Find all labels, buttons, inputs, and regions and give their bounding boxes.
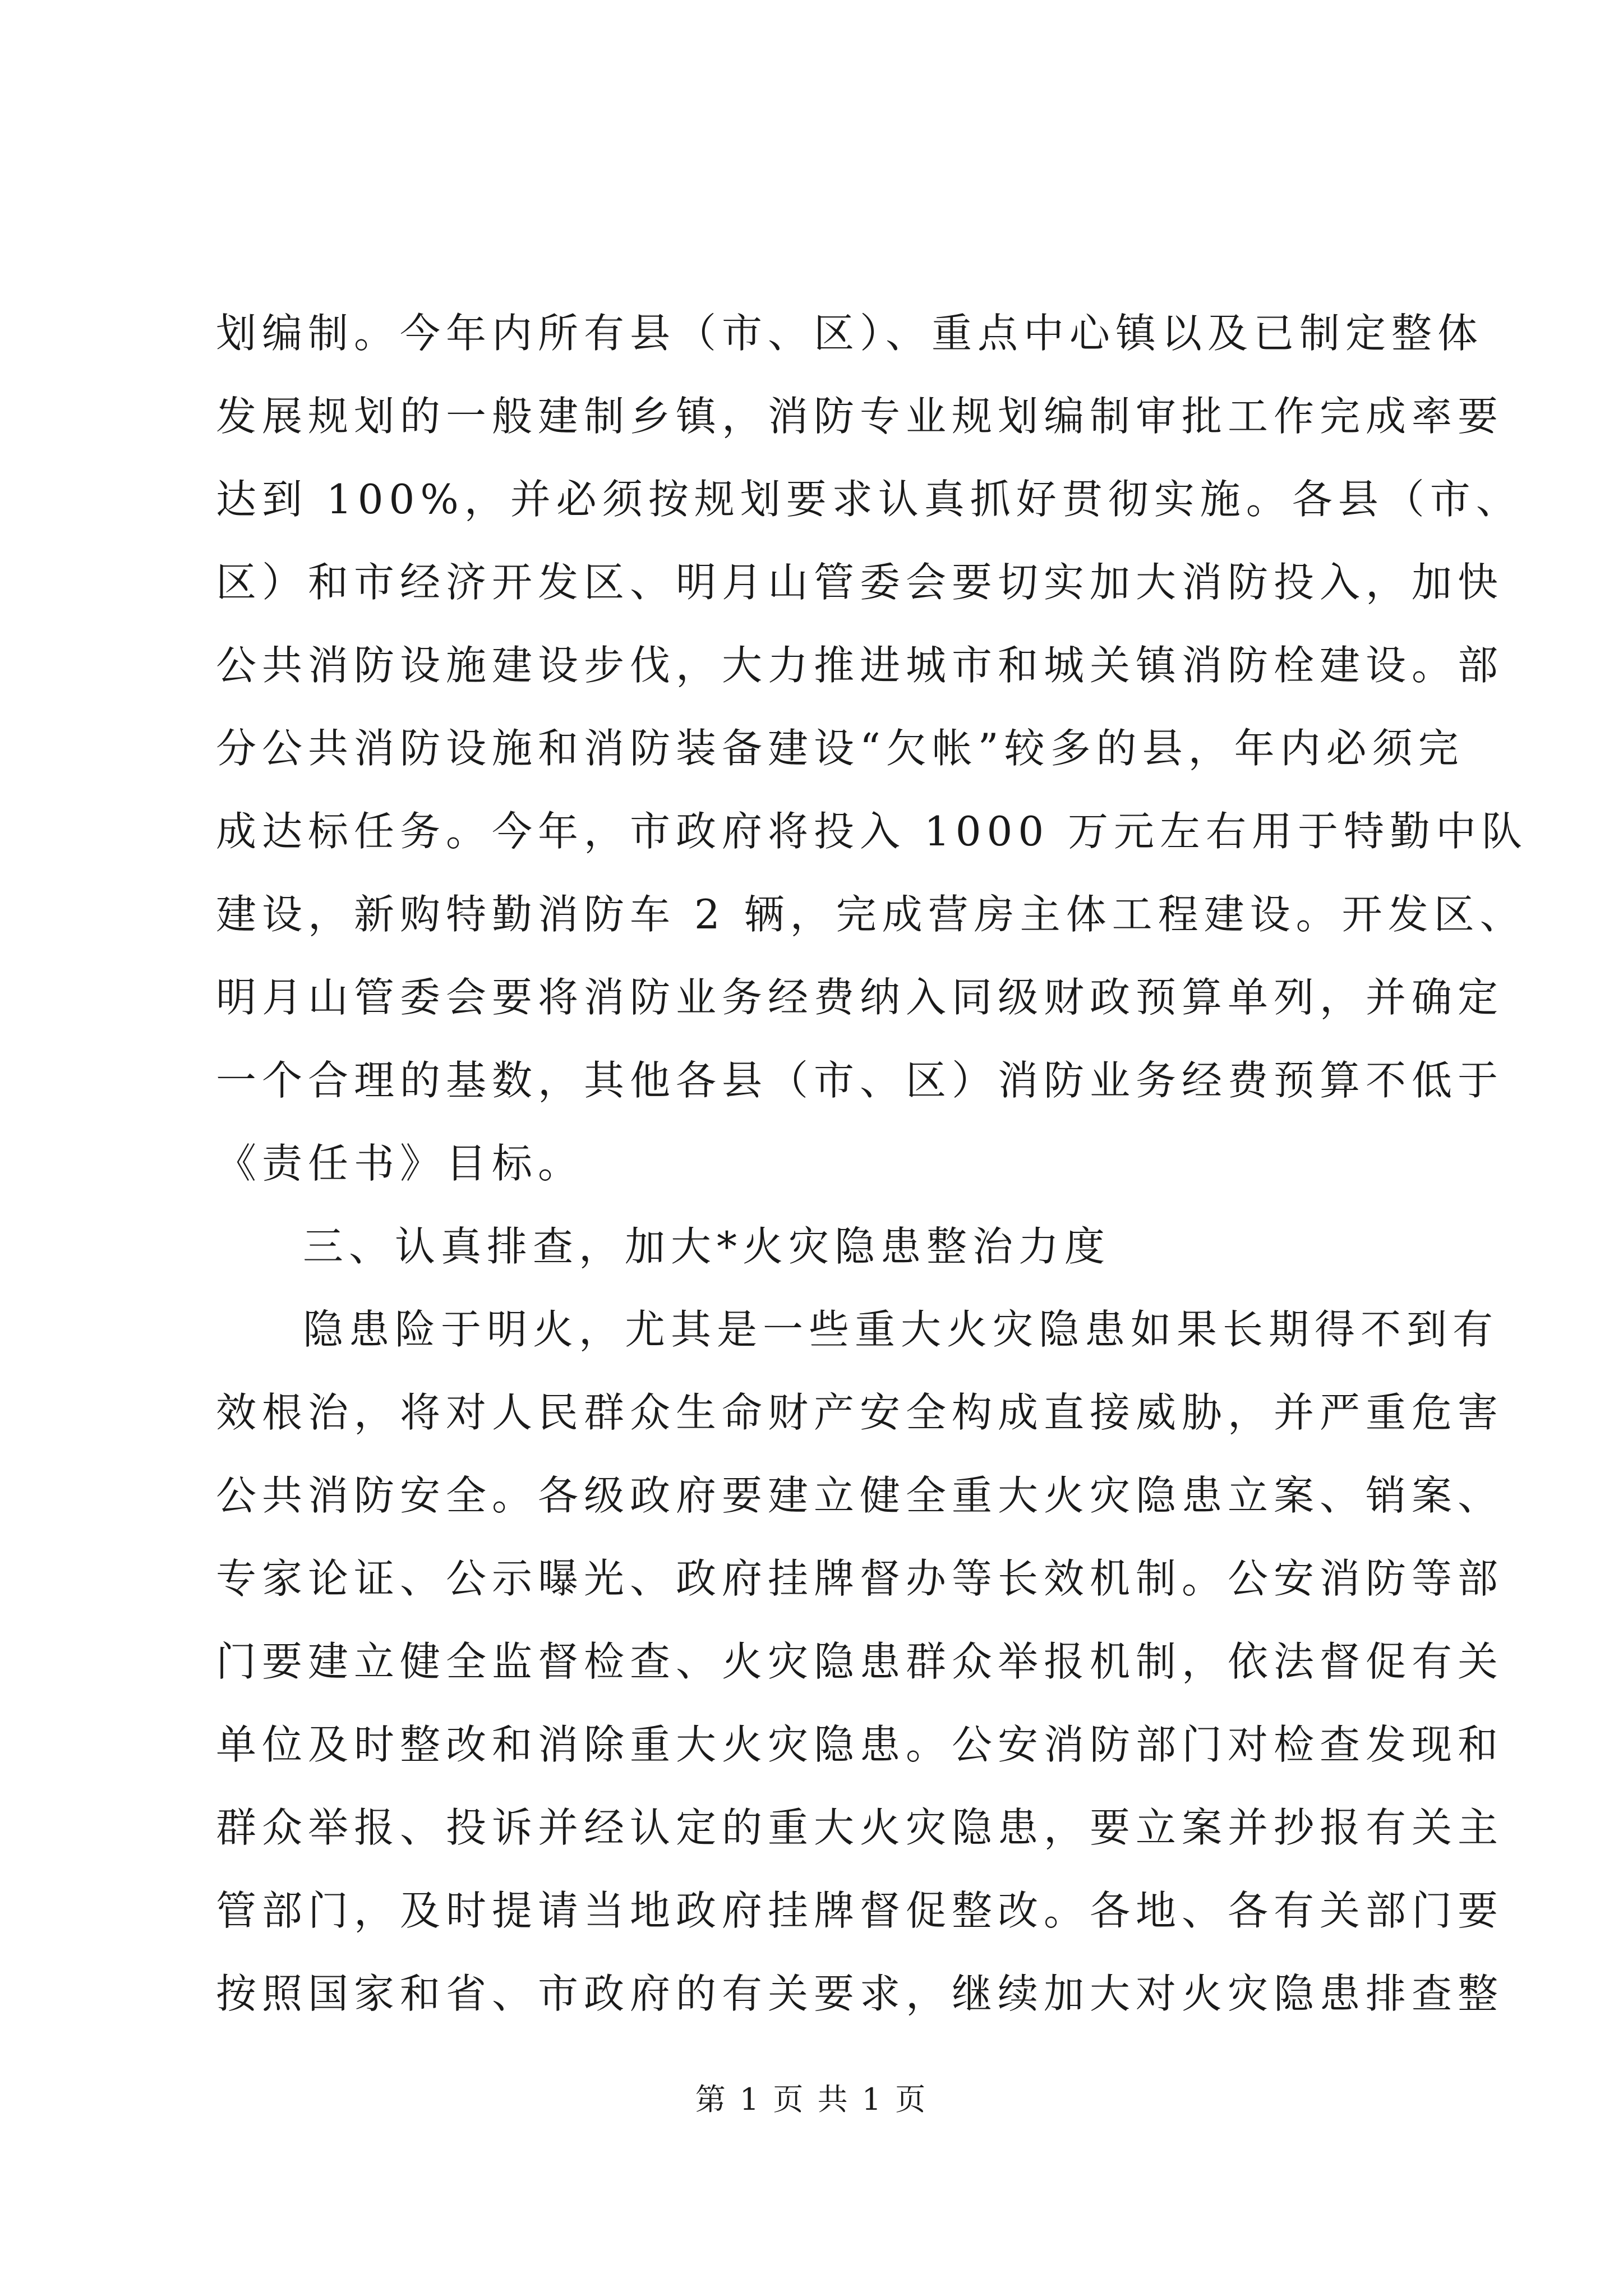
body-line: 公共消防安全。各级政府要建立健全重大火灾隐患立案、销案、	[216, 1472, 1504, 1519]
body-line: 明月山管委会要将消防业务经费纳入同级财政预算单列，并确定	[216, 974, 1504, 1021]
body-line: 群众举报、投诉并经认定的重大火灾隐患，要立案并抄报有关主	[216, 1804, 1504, 1851]
body-line: 一个合理的基数，其他各县（市、区）消防业务经费预算不低于	[216, 1057, 1504, 1104]
body-line: 发展规划的一般建制乡镇，消防专业规划编制审批工作完成率要	[216, 393, 1504, 440]
section-heading: 三、认真排查，加大*火灾隐患整治力度	[303, 1223, 1111, 1270]
body-line: 成达标任务。今年，市政府将投入 1000 万元左右用于特勤中队	[216, 808, 1528, 855]
body-line: 专家论证、公示曝光、政府挂牌督办等长效机制。公安消防等部	[216, 1555, 1504, 1602]
body-line: 达到 100%，并必须按规划要求认真抓好贯彻实施。各县（市、	[216, 476, 1522, 523]
body-line: 管部门，及时提请当地政府挂牌督促整改。各地、各有关部门要	[216, 1887, 1504, 1934]
body-line: 单位及时整改和消除重大火灾隐患。公安消防部门对检查发现和	[216, 1721, 1504, 1768]
page-footer: 第 1 页 共 1 页	[695, 2082, 928, 2117]
body-line: 按照国家和省、市政府的有关要求，继续加大对火灾隐患排查整	[216, 1970, 1504, 2017]
body-line: 分公共消防设施和消防装备建设“欠帐”较多的县，年内必须完	[216, 725, 1464, 772]
body-line: 效根治，将对人民群众生命财产安全构成直接威胁，并严重危害	[216, 1389, 1504, 1436]
body-line: 公共消防设施建设步伐，大力推进城市和城关镇消防栓建设。部	[216, 642, 1504, 689]
body-line: 建设，新购特勤消防车 2 辆，完成营房主体工程建设。开发区、	[216, 891, 1526, 938]
body-line: 门要建立健全监督检查、火灾隐患群众举报机制，依法督促有关	[216, 1638, 1504, 1685]
body-line: 划编制。今年内所有县（市、区）、重点中心镇以及已制定整体	[216, 310, 1484, 357]
document-body	[216, 292, 1528, 2035]
body-line: 区）和市经济开发区、明月山管委会要切实加大消防投入，加快	[216, 559, 1504, 606]
body-line: 隐患险于明火，尤其是一些重大火灾隐患如果长期得不到有	[303, 1306, 1499, 1353]
body-line: 《责任书》目标。	[216, 1140, 584, 1187]
